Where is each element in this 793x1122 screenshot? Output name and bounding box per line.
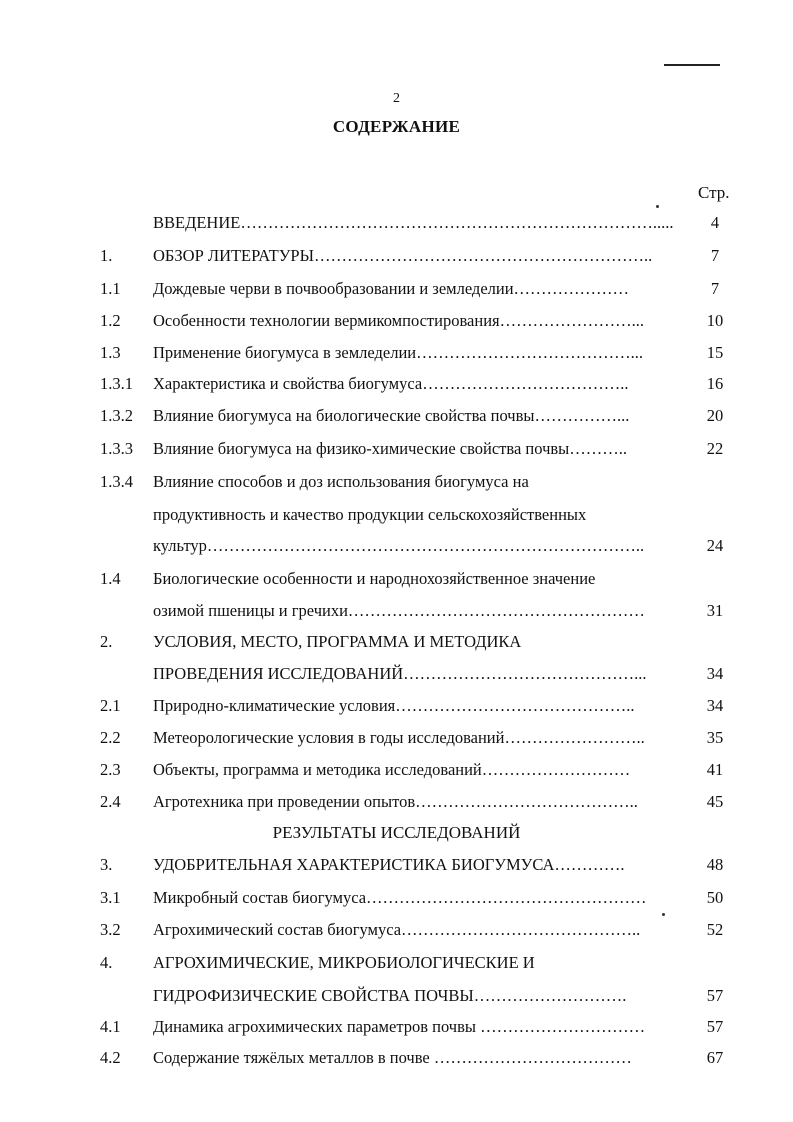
- toc-entry-number: 2.: [100, 632, 113, 651]
- page-column-header: Стр.: [698, 183, 730, 202]
- toc-entry-number: 1.1: [100, 279, 121, 298]
- toc-entry-title: Агротехника при проведении опытов…………………………………..: [153, 792, 638, 811]
- toc-entry-page: 52: [706, 920, 724, 939]
- toc-entry-title: Особенности технологии вермикомпостирования……………………...: [153, 311, 644, 330]
- toc-entry-page: 24: [706, 536, 724, 555]
- toc-entry-number: 2.1: [100, 696, 121, 715]
- toc-entry-page: 48: [706, 855, 724, 874]
- toc-entry-page: 67: [706, 1048, 724, 1067]
- toc-entry-page: 45: [706, 792, 724, 811]
- toc-entry-page: 20: [706, 406, 724, 425]
- toc-entry-title: Микробный состав биогумуса……………………………………………: [153, 888, 647, 907]
- toc-entry-number: 1.3: [100, 343, 121, 362]
- corner-rule: [664, 64, 720, 66]
- toc-entry-title: продуктивность и качество продукции сельскохозяйственных: [153, 505, 587, 524]
- toc-entry-number: 3.2: [100, 920, 121, 939]
- section-heading: РЕЗУЛЬТАТЫ ИССЛЕДОВАНИЙ: [272, 823, 521, 842]
- toc-entry-number: 1.3.3: [100, 439, 133, 458]
- toc-entry-page: 50: [706, 888, 724, 907]
- toc-entry-number: 2.3: [100, 760, 121, 779]
- toc-entry-title: Дождевые черви в почвообразовании и земледелии…………………: [153, 279, 630, 298]
- toc-entry-page: 15: [706, 343, 724, 362]
- toc-entry-title: АГРОХИМИЧЕСКИЕ, МИКРОБИОЛОГИЧЕСКИЕ И: [153, 953, 535, 972]
- toc-entry-number: 4.: [100, 953, 113, 972]
- toc-entry-number: 1.: [100, 246, 113, 265]
- toc-entry-number: 3.1: [100, 888, 121, 907]
- toc-entry-title: Влияние биогумуса на физико-химические свойства почвы………..: [153, 439, 627, 458]
- toc-entry-title: культур……………………………………………………………………..: [153, 536, 645, 555]
- toc-entry-number: 2.2: [100, 728, 121, 747]
- toc-entry-title: Применение биогумуса в земледелии…………………………………...: [153, 343, 643, 362]
- toc-entry-title: Динамика агрохимических параметров почвы …………………………: [153, 1017, 646, 1036]
- toc-entry-title: ОБЗОР ЛИТЕРАТУРЫ……………………………………………………..: [153, 246, 653, 265]
- toc-entry-page: 35: [706, 728, 724, 747]
- toc-entry-title: Биологические особенности и народнохозяйственное значение: [153, 569, 596, 588]
- toc-entry-page: 34: [706, 696, 724, 715]
- toc-entry-number: 1.3.2: [100, 406, 133, 425]
- toc-entry-number: 1.4: [100, 569, 121, 588]
- toc-entry-page: 16: [706, 374, 724, 393]
- toc-entry-page: 10: [706, 311, 724, 330]
- toc-entry-page: 57: [706, 1017, 724, 1036]
- toc-entry-title: УДОБРИТЕЛЬНАЯ ХАРАКТЕРИСТИКА БИОГУМУСА………….: [153, 855, 625, 874]
- toc-entry-title: Метеорологические условия в годы исследований……………………..: [153, 728, 645, 747]
- toc-entry-page: 57: [706, 986, 724, 1005]
- toc-entry-title: Природно-климатические условия……………………………………..: [153, 696, 635, 715]
- toc-entry-page: 7: [710, 279, 720, 298]
- toc-entry-title: Влияние биогумуса на биологические свойства почвы……………...: [153, 406, 630, 425]
- toc-entry-title: Содержание тяжёлых металлов в почве ………………………………: [153, 1048, 632, 1067]
- toc-entry-number: 1.2: [100, 311, 121, 330]
- toc-entry-number: 1.3.1: [100, 374, 133, 393]
- toc-entry-page: 41: [706, 760, 724, 779]
- toc-entry-title: Объекты, программа и методика исследований………………………: [153, 760, 631, 779]
- toc-entry-page: 7: [710, 246, 720, 265]
- page-number: 2: [393, 91, 400, 106]
- toc-entry-title: УСЛОВИЯ, МЕСТО, ПРОГРАММА И МЕТОДИКА: [153, 632, 522, 651]
- toc-entry-page: 4: [710, 213, 720, 232]
- toc-entry-title: озимой пшеницы и гречихи………………………………………………: [153, 601, 645, 620]
- toc-entry-page: 31: [706, 601, 724, 620]
- toc-entry-title: Характеристика и свойства биогумуса………………………………..: [153, 374, 629, 393]
- toc-entry-number: 2.4: [100, 792, 121, 811]
- toc-entry-number: 1.3.4: [100, 472, 133, 491]
- toc-entry-number: 4.1: [100, 1017, 121, 1036]
- toc-entry-title: ГИДРОФИЗИЧЕСКИЕ СВОЙСТВА ПОЧВЫ……………………….: [153, 986, 627, 1005]
- toc-entry-title: ПРОВЕДЕНИЯ ИССЛЕДОВАНИЙ……………………………………...: [153, 664, 647, 683]
- toc-entry-number: 4.2: [100, 1048, 121, 1067]
- toc-entry-title: ВВЕДЕНИЕ………………………………………………………………….....: [153, 213, 674, 232]
- scan-speck: [662, 913, 665, 916]
- toc-entry-title: Агрохимический состав биогумуса……………………………………..: [153, 920, 641, 939]
- page-title: СОДЕРЖАНИЕ: [332, 117, 461, 136]
- toc-entry-title: Влияние способов и доз использования биогумуса на: [153, 472, 529, 491]
- toc-entry-page: 34: [706, 664, 724, 683]
- toc-entry-number: 3.: [100, 855, 113, 874]
- toc-entry-page: 22: [706, 439, 724, 458]
- scan-speck: [656, 205, 659, 208]
